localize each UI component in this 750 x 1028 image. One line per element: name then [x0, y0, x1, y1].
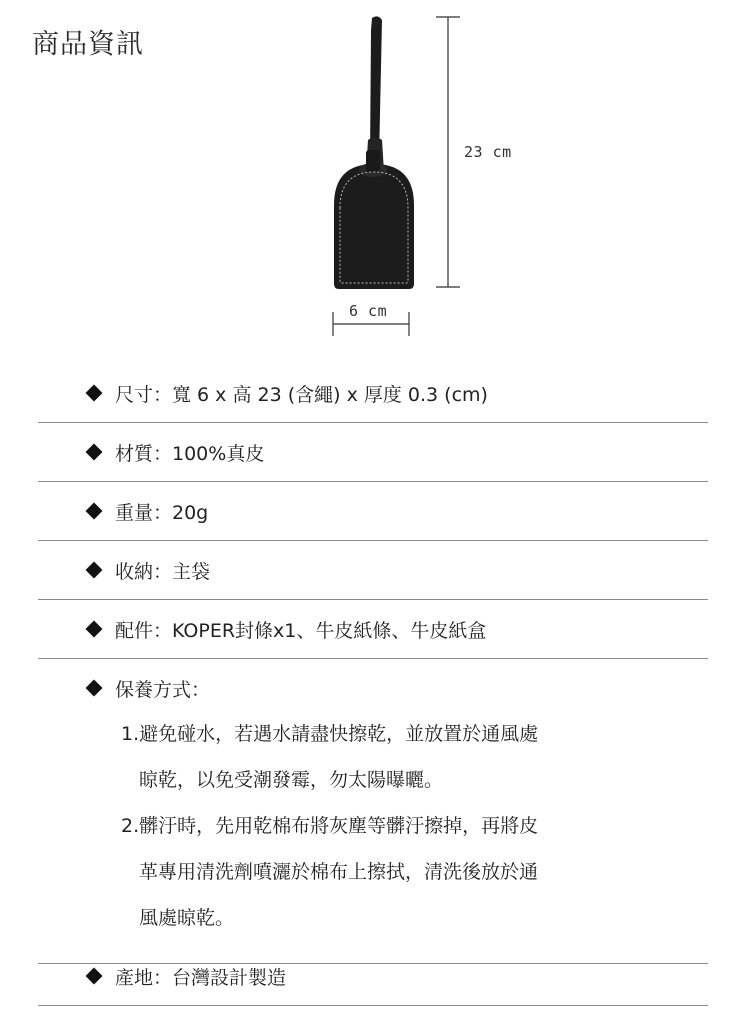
diamond-bullet-icon	[86, 503, 103, 520]
care-line-2: 晾乾，以免受潮發霉，勿太陽曝曬。	[139, 769, 444, 791]
spec-storage	[38, 541, 708, 600]
diamond-bullet-icon	[86, 385, 103, 402]
diamond-bullet-icon	[86, 621, 103, 638]
width-label: 6 cm	[349, 302, 388, 320]
height-label: 23 cm	[464, 143, 512, 161]
diamond-bullet-icon	[86, 444, 103, 461]
diamond-bullet-icon	[86, 680, 103, 697]
care-line-5: 風處晾乾。	[139, 907, 235, 929]
spec-material	[38, 423, 708, 482]
height-dimension	[436, 17, 460, 287]
spec-weight	[38, 482, 708, 541]
spec-size-text: 尺寸：寬 6 x 高 23 (含繩) x 厚度 0.3 (cm)	[115, 383, 488, 406]
spec-accessories	[38, 600, 708, 659]
spec-material-text: 材質：100%真皮	[115, 442, 265, 465]
diamond-bullet-icon	[86, 968, 103, 985]
product-illustration	[0, 0, 750, 360]
spec-care-label: 保養方式：	[115, 678, 211, 701]
spec-care	[38, 659, 708, 964]
care-line-4: 革專用清洗劑噴灑於棉布上擦拭，清洗後放於通	[139, 861, 539, 883]
spec-origin-text: 產地：台灣設計製造	[115, 966, 287, 989]
spec-weight-text: 重量：20g	[115, 501, 209, 524]
care-line-3: 2.髒汙時，先用乾棉布將灰塵等髒汙擦掉，再將皮	[121, 815, 539, 837]
tag-body	[334, 164, 414, 289]
spec-storage-text: 收納：主袋	[115, 560, 211, 583]
care-line-1: 1.避免碰水，若遇水請盡快擦乾，並放置於通風處	[121, 723, 539, 745]
spec-size	[38, 364, 708, 423]
spec-accessories-text: 配件：KOPER封條x1、牛皮紙條、牛皮紙盒	[115, 619, 487, 642]
spec-origin	[38, 947, 708, 1006]
section-title: 商品資訊	[32, 29, 144, 60]
diamond-bullet-icon	[86, 562, 103, 579]
